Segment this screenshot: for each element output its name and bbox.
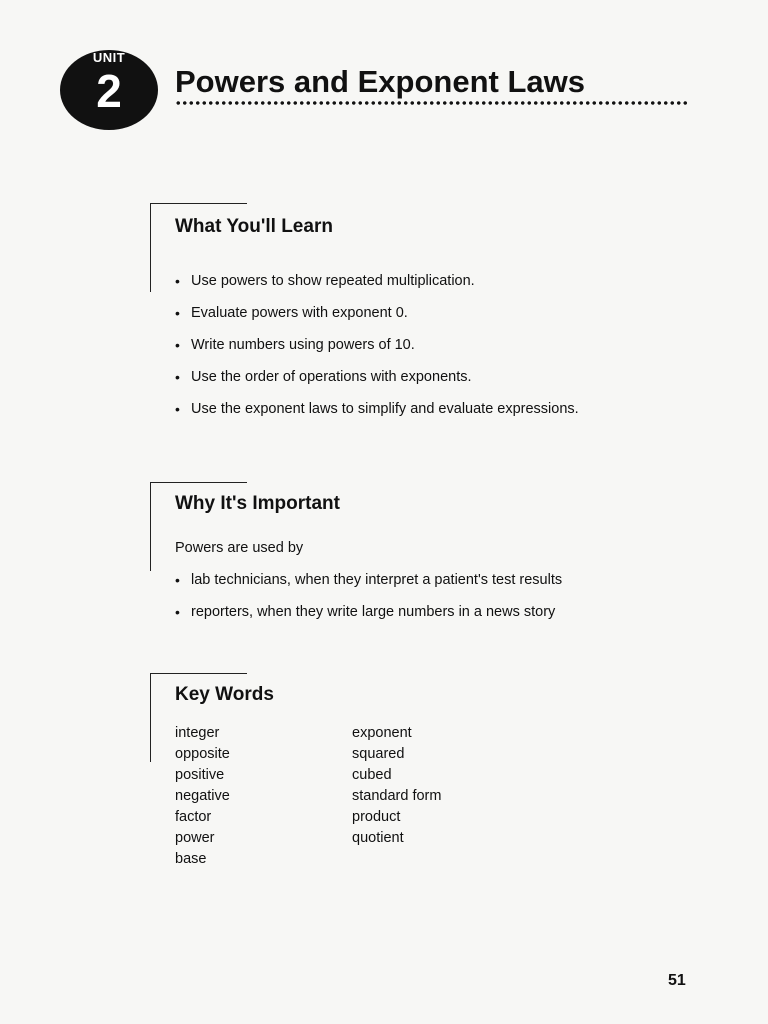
learn-list	[175, 271, 579, 431]
keyword: positive	[175, 767, 225, 783]
list-item: • Evaluate powers with exponent 0.	[175, 303, 579, 335]
keyword: opposite	[175, 746, 230, 762]
keywords-column-2	[352, 723, 441, 849]
page-title: Powers and Exponent Laws	[175, 64, 585, 99]
keyword: standard form	[352, 788, 442, 804]
keywords-column-1	[175, 723, 230, 870]
important-list	[175, 570, 562, 634]
keyword: cubed	[352, 767, 392, 783]
list-item: • reporters, when they write large numbers in a news story	[175, 602, 562, 634]
title-dotted-rule	[175, 100, 689, 106]
keyword: product	[352, 809, 401, 825]
keyword: squared	[352, 746, 405, 762]
keyword: quotient	[352, 830, 404, 846]
keyword: integer	[175, 725, 220, 741]
keyword: exponent	[352, 725, 412, 741]
list-item: • Use the exponent laws to simplify and evaluate expressions.	[175, 399, 579, 431]
keywords-heading: Key Words	[175, 684, 274, 705]
unit-label: UNIT	[92, 50, 126, 65]
list-item: • lab technicians, when they interpret a patient's test results	[175, 570, 562, 602]
unit-number: 2	[96, 65, 122, 117]
important-heading: Why It's Important	[175, 493, 340, 514]
unit-badge	[60, 50, 158, 130]
keyword: factor	[175, 809, 212, 825]
page-number: 51	[668, 972, 686, 989]
keyword: base	[175, 851, 207, 867]
list-item: • Use powers to show repeated multiplication.	[175, 271, 579, 303]
learn-heading: What You'll Learn	[175, 216, 333, 237]
keyword: power	[175, 830, 215, 846]
keyword: negative	[175, 788, 230, 804]
list-item: • Use the order of operations with exponents.	[175, 367, 579, 399]
important-intro: Powers are used by	[175, 540, 304, 556]
list-item: • Write numbers using powers of 10.	[175, 335, 579, 367]
